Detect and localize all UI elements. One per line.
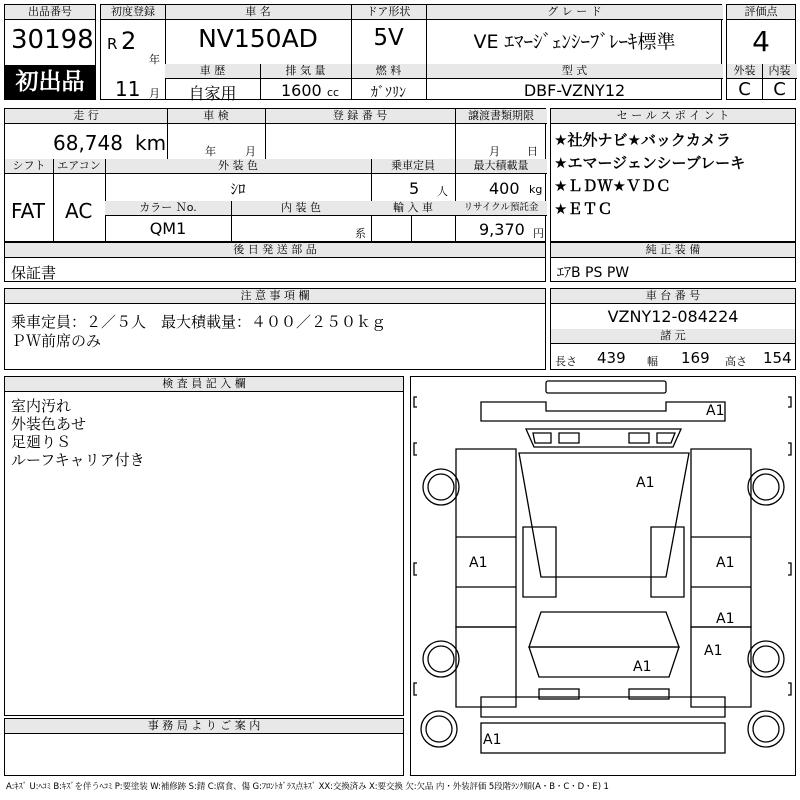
door-label: ドア形状 — [351, 5, 426, 20]
recycle-deposit: 9,370 — [479, 220, 525, 239]
damage-mark-front: A1 — [706, 403, 725, 419]
height-value: 154 — [763, 349, 792, 367]
first-reg-month: 11 — [115, 77, 141, 101]
car-diagram-box — [410, 376, 796, 776]
inspection-label: 車 検 — [167, 109, 265, 124]
mileage-unit: km — [135, 131, 167, 155]
inspector-line-1: 室内汚れ — [11, 397, 72, 415]
month-unit: 月 — [149, 87, 160, 100]
capacity-unit: 人 — [437, 185, 448, 198]
inspector-box — [4, 376, 404, 716]
displacement: 1600 — [281, 81, 322, 100]
inspection-year-unit: 年 — [205, 145, 216, 158]
displacement-unit: cc — [327, 86, 340, 99]
selling-point-2: ★エマージェンシーブレーキ — [554, 154, 746, 172]
recycle-deposit-label: リサイクル預託金 — [455, 201, 547, 216]
body-color: ｼﾛ — [230, 180, 246, 198]
air-conditioner: AC — [65, 199, 93, 223]
legend: A:ｷｽﾞ U:ﾍｺﾐ B:ｷｽﾞを伴うﾍｺﾐ P:要塗装 W:補修跡 S:錆 C:腐食、傷 G:ﾌﾛﾝﾄｶﾞﾗｽ点ｷｽﾞ XX:交換済み X:要交換 欠:欠品 内・外装評価 5段階ﾗﾝｸ順(A・B・C・D・E) 1 — [6, 782, 609, 792]
notes-box — [4, 288, 546, 370]
selling-points-label: セ ー ル ス ポ イ ン ト — [551, 109, 795, 124]
displacement-label: 排 気 量 — [260, 64, 351, 79]
selling-point-1: ★社外ナビ★バックカメラ — [554, 131, 731, 149]
inspector-line-3: 足廻りＳ — [11, 433, 72, 451]
office-label: 事 務 局 よ り ご 案 内 — [5, 719, 403, 734]
lot-number: 30198 — [11, 25, 94, 55]
model-code: DBF-VZNY12 — [523, 81, 626, 100]
vehicle-history: 自家用 — [188, 84, 237, 103]
color-number: QM1 — [149, 219, 187, 238]
damage-mark-left-front-door: A1 — [469, 555, 488, 571]
shift-label: シフト — [5, 159, 53, 174]
genuine-equipment-label: 純 正 装 備 — [551, 243, 795, 258]
model-code-label: 型 式 — [426, 64, 723, 79]
width-label: 幅 — [647, 355, 658, 368]
selling-point-4: ★ＥＴＣ — [554, 200, 613, 218]
car-name-label: 車 名 — [165, 5, 351, 20]
era: R — [107, 35, 118, 53]
later-parts: 保証書 — [11, 264, 57, 282]
exterior-grade-label: 外装 — [727, 64, 762, 79]
overall-score: 4 — [752, 25, 770, 58]
ac-label: エアコン — [53, 159, 105, 174]
color-number-label: カラー Ｎo. — [105, 201, 231, 216]
lot-number-box — [4, 4, 96, 100]
lot-number-label: 出品番号 — [5, 5, 95, 20]
notes-line-1: 乗車定員：２／５人 最大積載量：４００／２５０ｋｇ — [11, 313, 387, 331]
transfer-deadline-label: 譲渡書類期限 — [455, 109, 547, 124]
inspector-label: 検 査 員 記 入 欄 — [5, 377, 403, 392]
damage-mark-right-rear-fender: A1 — [704, 643, 723, 659]
import-label: 輸 入 車 — [371, 201, 455, 216]
chassis-number: VZNY12-084224 — [607, 307, 739, 326]
interior-grade: C — [773, 79, 786, 100]
seating-capacity: 5 — [409, 179, 420, 198]
transfer-month-unit: 月 — [489, 145, 500, 158]
mileage: 68,748 — [53, 131, 123, 155]
grade: VE ｴﾏｰｼﾞｪﾝｼｰﾌﾞﾚｰｷ標準 — [473, 31, 676, 53]
fuel-type: ｶﾞｿﾘﾝ — [371, 85, 406, 101]
width-value: 169 — [681, 349, 710, 367]
length-value: 439 — [597, 349, 626, 367]
damage-mark-rear-bumper: A1 — [483, 732, 502, 748]
height-label: 高さ — [725, 355, 747, 368]
damage-mark-right-rear-door: A1 — [716, 611, 735, 627]
history-label: 車 歴 — [165, 64, 260, 79]
transfer-day-unit: 日 — [527, 145, 538, 158]
details-box — [4, 108, 546, 242]
genuine-equipment: ｴｱB PS PW — [557, 265, 630, 281]
max-load-label: 最大積載量 — [455, 159, 547, 174]
specs-label: 諸 元 — [551, 329, 795, 344]
selling-points-box — [550, 108, 796, 242]
damage-mark-hood: A1 — [636, 475, 655, 491]
first-reg-year: 2 — [121, 27, 137, 55]
first-listing-badge — [5, 65, 95, 99]
capacity-label: 乗車定員 — [371, 159, 455, 174]
notes-line-2: ＰＷ前席のみ — [11, 332, 102, 350]
max-load: 400 — [489, 179, 520, 198]
car-name: NV150AD — [198, 24, 318, 53]
interior-grade-label: 内装 — [762, 64, 797, 79]
door-type: 5V — [373, 25, 404, 51]
later-parts-box — [4, 242, 546, 282]
color-label: 外 装 色 — [105, 159, 371, 174]
inspector-line-2: 外装色あせ — [11, 415, 87, 433]
genuine-equipment-box — [550, 242, 796, 282]
grade-label: グ レ ー ド — [426, 5, 723, 20]
notes-label: 注 意 事 項 欄 — [5, 289, 545, 304]
score-box — [726, 4, 796, 100]
chassis-box — [550, 288, 796, 370]
reg-number-label: 登 録 番 号 — [265, 109, 455, 124]
recycle-unit: 円 — [533, 227, 544, 240]
mileage-label: 走 行 — [5, 109, 167, 124]
interior-color-suffix: 系 — [355, 227, 366, 240]
damage-mark-right-front-door: A1 — [716, 555, 735, 571]
max-load-unit: kg — [529, 183, 543, 196]
later-parts-label: 後 日 発 送 部 品 — [5, 243, 545, 258]
shift-type: FAT — [11, 199, 46, 223]
interior-color-label: 内 装 色 — [231, 201, 371, 216]
first-listing-text: 初出品 — [15, 69, 85, 95]
inspector-line-4: ルーフキャリア付き — [11, 451, 145, 469]
main-spec-box — [100, 4, 722, 103]
chassis-label: 車 台 番 号 — [551, 289, 795, 304]
selling-point-3: ★ＬＤＷ★ＶＤＣ — [554, 177, 671, 195]
car-diagram — [411, 377, 794, 774]
office-box — [4, 718, 404, 776]
inspection-month-unit: 月 — [245, 145, 256, 158]
fuel-label: 燃 料 — [351, 64, 426, 79]
first-reg-label: 初度登録 — [101, 5, 165, 20]
damage-mark-rear: A1 — [633, 659, 652, 675]
year-unit: 年 — [149, 53, 160, 66]
exterior-grade: C — [738, 79, 751, 100]
score-label: 評価点 — [727, 5, 795, 20]
length-label: 長さ — [555, 355, 577, 368]
